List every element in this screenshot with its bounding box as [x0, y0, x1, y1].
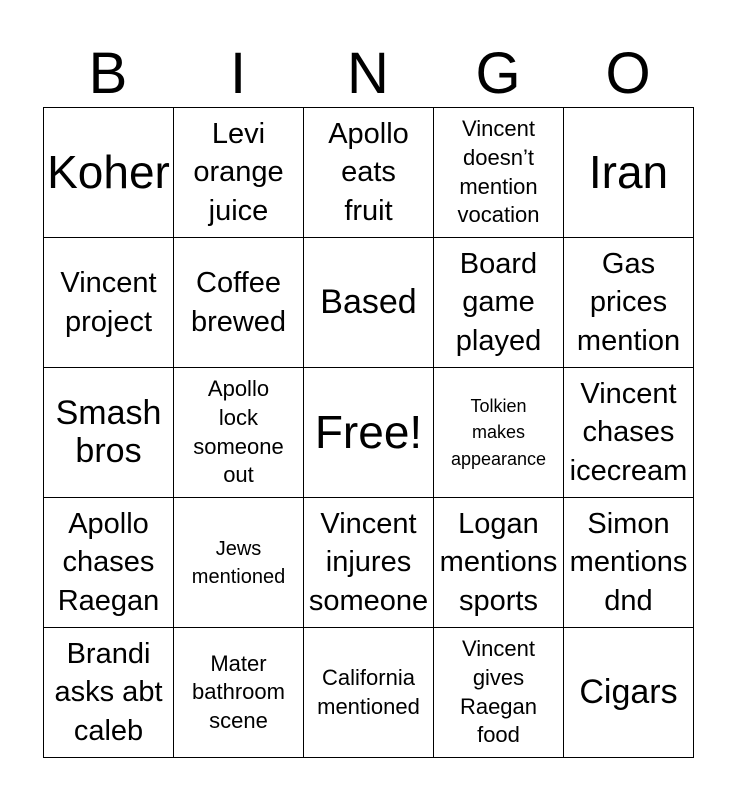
- bingo-cell-label: Board game played: [455, 248, 542, 357]
- header-letter-g: G: [475, 41, 521, 106]
- bingo-cell-label: Apollo eats fruit: [328, 118, 409, 227]
- bingo-cell[interactable]: [174, 368, 304, 498]
- bingo-cell-label: Cigars: [579, 672, 678, 711]
- bingo-cell[interactable]: [564, 238, 694, 368]
- bingo-cell[interactable]: [304, 498, 434, 628]
- bingo-cell[interactable]: [564, 628, 694, 758]
- bingo-cell[interactable]: [174, 108, 304, 238]
- bingo-cell[interactable]: [564, 368, 694, 498]
- bingo-cell[interactable]: [44, 628, 174, 758]
- bingo-cell[interactable]: [44, 238, 174, 368]
- bingo-cell[interactable]: [304, 238, 434, 368]
- bingo-cell[interactable]: [174, 628, 304, 758]
- bingo-cell-label: Mater bathroom scene: [192, 650, 285, 733]
- bingo-cell[interactable]: [564, 498, 694, 628]
- bingo-cell[interactable]: [434, 368, 564, 498]
- header-letter-o: O: [605, 41, 651, 106]
- bingo-cell-label: Koher: [47, 146, 170, 199]
- bingo-cell[interactable]: [434, 628, 564, 758]
- bingo-cell-label: Vincent doesn’t mention vocation: [457, 116, 540, 228]
- bingo-cell-label: Gas prices mention: [576, 248, 681, 357]
- bingo-cell-label: Vincent injures someone: [308, 508, 429, 617]
- bingo-cell[interactable]: [434, 498, 564, 628]
- bingo-cell-label: Apollo chases Raegan: [57, 508, 160, 617]
- bingo-cell[interactable]: [304, 108, 434, 238]
- bingo-cell[interactable]: [434, 238, 564, 368]
- bingo-cell-label: Based: [320, 282, 417, 321]
- bingo-cell-label: Logan mentions sports: [439, 508, 558, 617]
- bingo-cell[interactable]: [44, 368, 174, 498]
- header-letter-n: N: [347, 41, 389, 106]
- bingo-cell-label: Free!: [314, 406, 423, 459]
- bingo-cell-label: Levi orange juice: [193, 118, 284, 227]
- bingo-cell-label: Vincent project: [60, 267, 157, 338]
- bingo-cell-label: California mentioned: [317, 664, 420, 719]
- bingo-cell[interactable]: [304, 368, 434, 498]
- bingo-cell-label: Vincent gives Raegan food: [459, 636, 538, 748]
- bingo-cell-label: Jews mentioned: [191, 537, 286, 588]
- bingo-cell[interactable]: [44, 108, 174, 238]
- bingo-cell[interactable]: [44, 498, 174, 628]
- bingo-cell-label: Tolkien makes appearance: [450, 396, 547, 469]
- bingo-cell-label: Coffee brewed: [190, 267, 287, 338]
- bingo-cell[interactable]: [434, 108, 564, 238]
- bingo-header: [43, 38, 693, 110]
- bingo-cell-label: Brandi asks abt caleb: [54, 638, 163, 747]
- header-letter-b: B: [88, 41, 128, 106]
- bingo-board: [43, 107, 694, 758]
- bingo-cell[interactable]: [304, 628, 434, 758]
- bingo-cell[interactable]: [564, 108, 694, 238]
- bingo-cell-label: Apollo lock someone out: [193, 376, 284, 488]
- bingo-cell-label: Smash bros: [55, 394, 162, 470]
- bingo-cell-label: Simon mentions dnd: [569, 508, 688, 617]
- header-letter-i: I: [229, 41, 247, 106]
- bingo-cell[interactable]: [174, 498, 304, 628]
- bingo-cell[interactable]: [174, 238, 304, 368]
- bingo-cell-label: Vincent chases icecream: [569, 378, 688, 487]
- bingo-cell-label: Iran: [588, 146, 669, 199]
